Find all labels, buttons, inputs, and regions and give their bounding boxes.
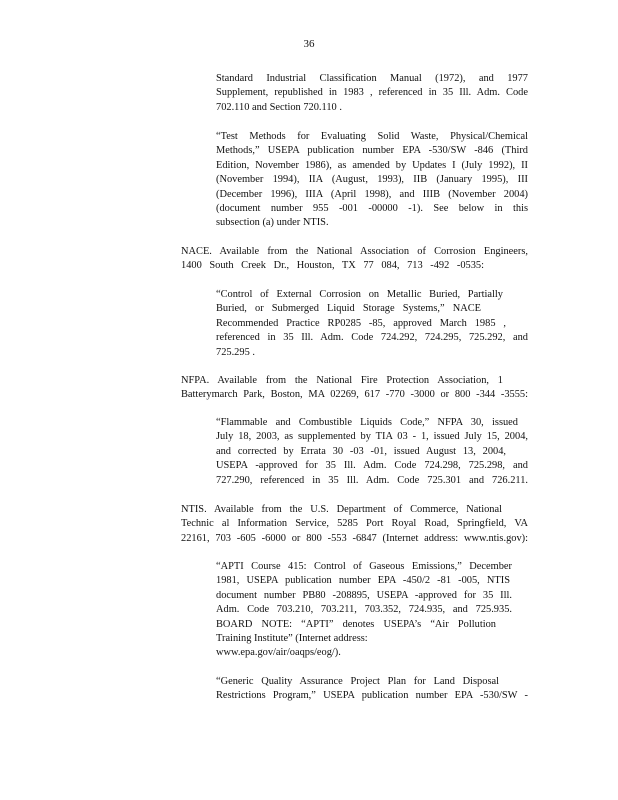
text-line: 727.290, referenced in 35 Ill. Adm. Code 725.301 and 726.211. [216, 474, 528, 486]
text-line: subsection (a) under NTIS. [216, 217, 329, 229]
entry-test-methods [216, 130, 528, 231]
text-line: 725.295 . [216, 346, 255, 358]
text-line: “Generic Quality Assurance Project Plan for Land Disposal [216, 676, 499, 687]
text-line: “Test Methods for Evaluating Solid Waste, Physical/Chemical [216, 131, 528, 142]
text-line: 1981, USEPA publication number EPA -450/2 -81 -005, NTIS [216, 575, 510, 587]
text-line: (document number 955 -001 -00000 -1). See below in this [216, 203, 528, 215]
text-line: Technic al Information Service, 5285 Port Royal Road, Springfield, VA [181, 518, 528, 530]
text-line: Buried, or Submerged Liquid Storage Systems,” NACE [216, 303, 481, 315]
entry-nace-control [216, 288, 528, 360]
text-line: NTIS. Available from the U.S. Department of Commerce, National [181, 504, 502, 515]
text-line: Restrictions Program,” USEPA publication number EPA -530/SW - [216, 690, 528, 702]
text-line: Batterymarch Park, Boston, MA 02269, 617 -770 -3000 or 800 -344 -3555: [181, 389, 528, 401]
text-line: BOARD NOTE: “APTI” denotes USEPA’s “Air Pollution [216, 618, 496, 630]
entry-nfpa [181, 374, 528, 403]
entry-nfpa-code [216, 416, 528, 488]
text-line: www.epa.gov/air/oaqps/eog/). [216, 647, 341, 659]
text-line: 702.110 and Section 720.110 . [216, 101, 342, 113]
text-line: NACE. Available from the National Association of Corrosion Engineers, [181, 246, 528, 257]
text-line: Supplement, republished in 1983 , referenced in 35 Ill. Adm. Code [216, 87, 528, 99]
text-line: “Flammable and Combustible Liquids Code,” NFPA 30, issued [216, 417, 518, 428]
text-line: “Control of External Corrosion on Metallic Buried, Partially [216, 289, 503, 300]
text-line: Edition, November 1986), as amended by Updates I (July 1992), II [216, 159, 528, 171]
text-line: Standard Industrial Classification Manual (1972), and 1977 [216, 73, 528, 84]
text-line: (December 1996), IIIA (April 1998), and IIIB (November 2004) [216, 188, 528, 200]
text-line: Adm. Code 703.210, 703.211, 703.352, 724.935, and 725.935. [216, 604, 512, 616]
text-line: Methods,” USEPA publication number EPA -530/SW -846 (Third [216, 145, 528, 157]
text-line: Recommended Practice RP0285 -85, approved March 1985 , [216, 317, 506, 329]
page-number: 36 [303, 38, 315, 50]
entry-apti-course [216, 560, 528, 661]
text-line: NFPA. Available from the National Fire Protection Association, 1 [181, 375, 503, 386]
entry-sic-manual [216, 72, 528, 115]
text-line: USEPA -approved for 35 Ill. Adm. Code 724.298, 725.298, and [216, 460, 528, 472]
entry-nace [181, 245, 528, 274]
text-line: 1400 South Creek Dr., Houston, TX 77 084, 713 -492 -0535: [181, 260, 484, 272]
entry-generic-qapp [216, 675, 528, 704]
text-line: document number PB80 -208895, USEPA -approved for 35 Ill. [216, 589, 512, 601]
text-line: 22161, 703 -605 -6000 or 800 -553 -6847 (Internet address: www.ntis.gov): [181, 532, 528, 544]
text-line: referenced in 35 Ill. Adm. Code 724.292, 724.295, 725.292, and [216, 332, 528, 344]
text-line: “APTI Course 415: Control of Gaseous Emissions,” December [216, 561, 512, 572]
text-line: (November 1994), IIA (August, 1993), IIB (January 1995), III [216, 174, 528, 186]
text-line: July 18, 2003, as supplemented by TIA 03 - 1, issued July 15, 2004, [216, 431, 528, 443]
text-line: Training Institute” (Internet address: [216, 633, 368, 645]
entry-ntis [181, 503, 528, 546]
text-line: and corrected by Errata 30 -03 -01, issued August 13, 2004, [216, 445, 506, 457]
